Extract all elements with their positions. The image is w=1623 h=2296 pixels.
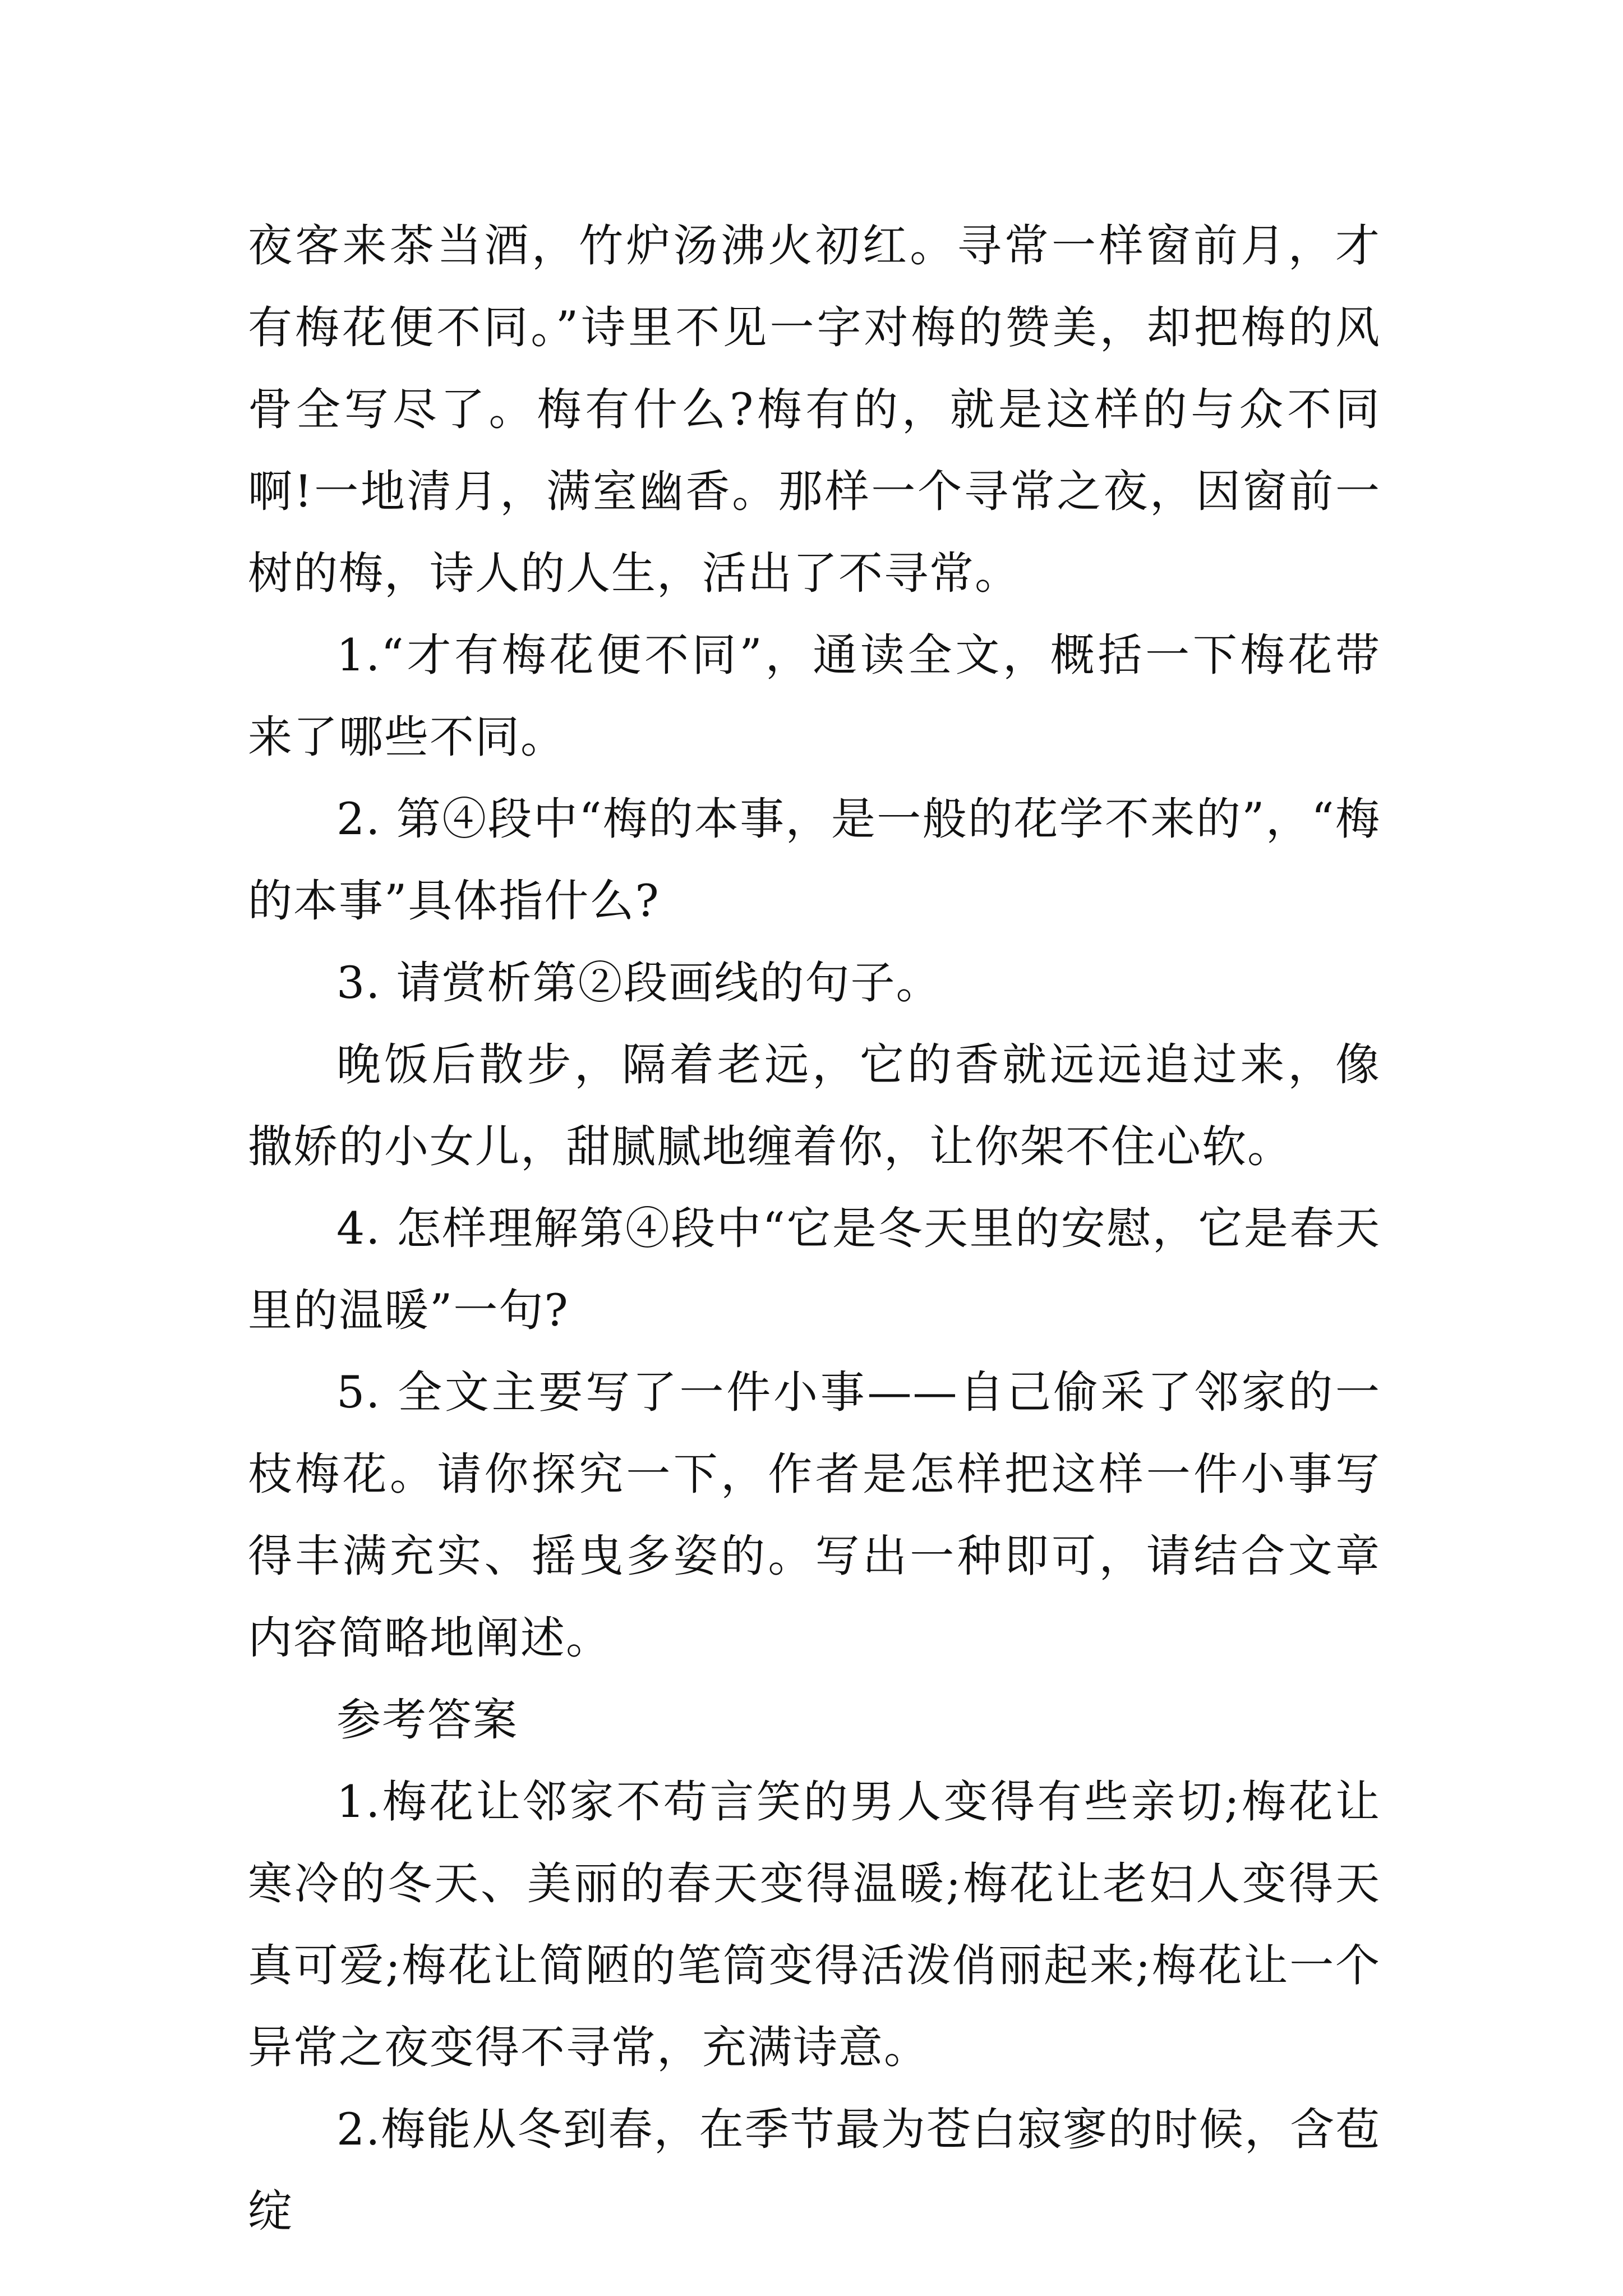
paragraph-poem-continuation: 夜客来茶当酒，竹炉汤沸火初红。寻常一样窗前月，才有梅花便不同。”诗里不见一字对梅的赞美，却把梅的风骨全写尽了。梅有什么?梅有的，就是这样的与众不同啊!一地清月，满室幽香。那样一个寻常之夜，因窗前一树的梅，诗人的人生，活出了不寻常。 [248, 220, 1381, 599]
document-body [248, 205, 1381, 2252]
quoted-sentence: 晚饭后散步，隔着老远，它的香就远远追过来，像撒娇的小女儿，甜腻腻地缠着你，让你架不住心软。 [248, 1039, 1381, 1172]
answer-2: 2.梅能从冬到春，在季节最为苍白寂寥的时候，含苞绽 [248, 2104, 1381, 2237]
question-3: 3. 请赏析第②段画线的句子。 [336, 957, 942, 1009]
question-1: 1.“才有梅花便不同”，通读全文，概括一下梅花带来了哪些不同。 [248, 629, 1381, 763]
question-2: 2. 第④段中“梅的本事，是一般的花学不来的”，“梅的本事”具体指什么? [248, 793, 1381, 927]
answer-1: 1.梅花让邻家不苟言笑的男人变得有些亲切;梅花让寒冷的冬天、美丽的春天变得温暖;梅花让老妇人变得天真可爱;梅花让简陋的笔筒变得活泼俏丽起来;梅花让一个异常之夜变得不寻常，充满诗意。 [248, 1776, 1381, 2073]
question-5: 5. 全文主要写了一件小事——自己偷采了邻家的一枝梅花。请你探究一下，作者是怎样把这样一件小事写得丰满充实、摇曳多姿的。写出一种即可，请结合文章内容简略地阐述。 [248, 1366, 1381, 1664]
answers-heading: 参考答案 [336, 1694, 518, 1746]
question-4: 4. 怎样理解第④段中“它是冬天里的安慰，它是春天里的温暖”一句? [248, 1203, 1381, 1336]
